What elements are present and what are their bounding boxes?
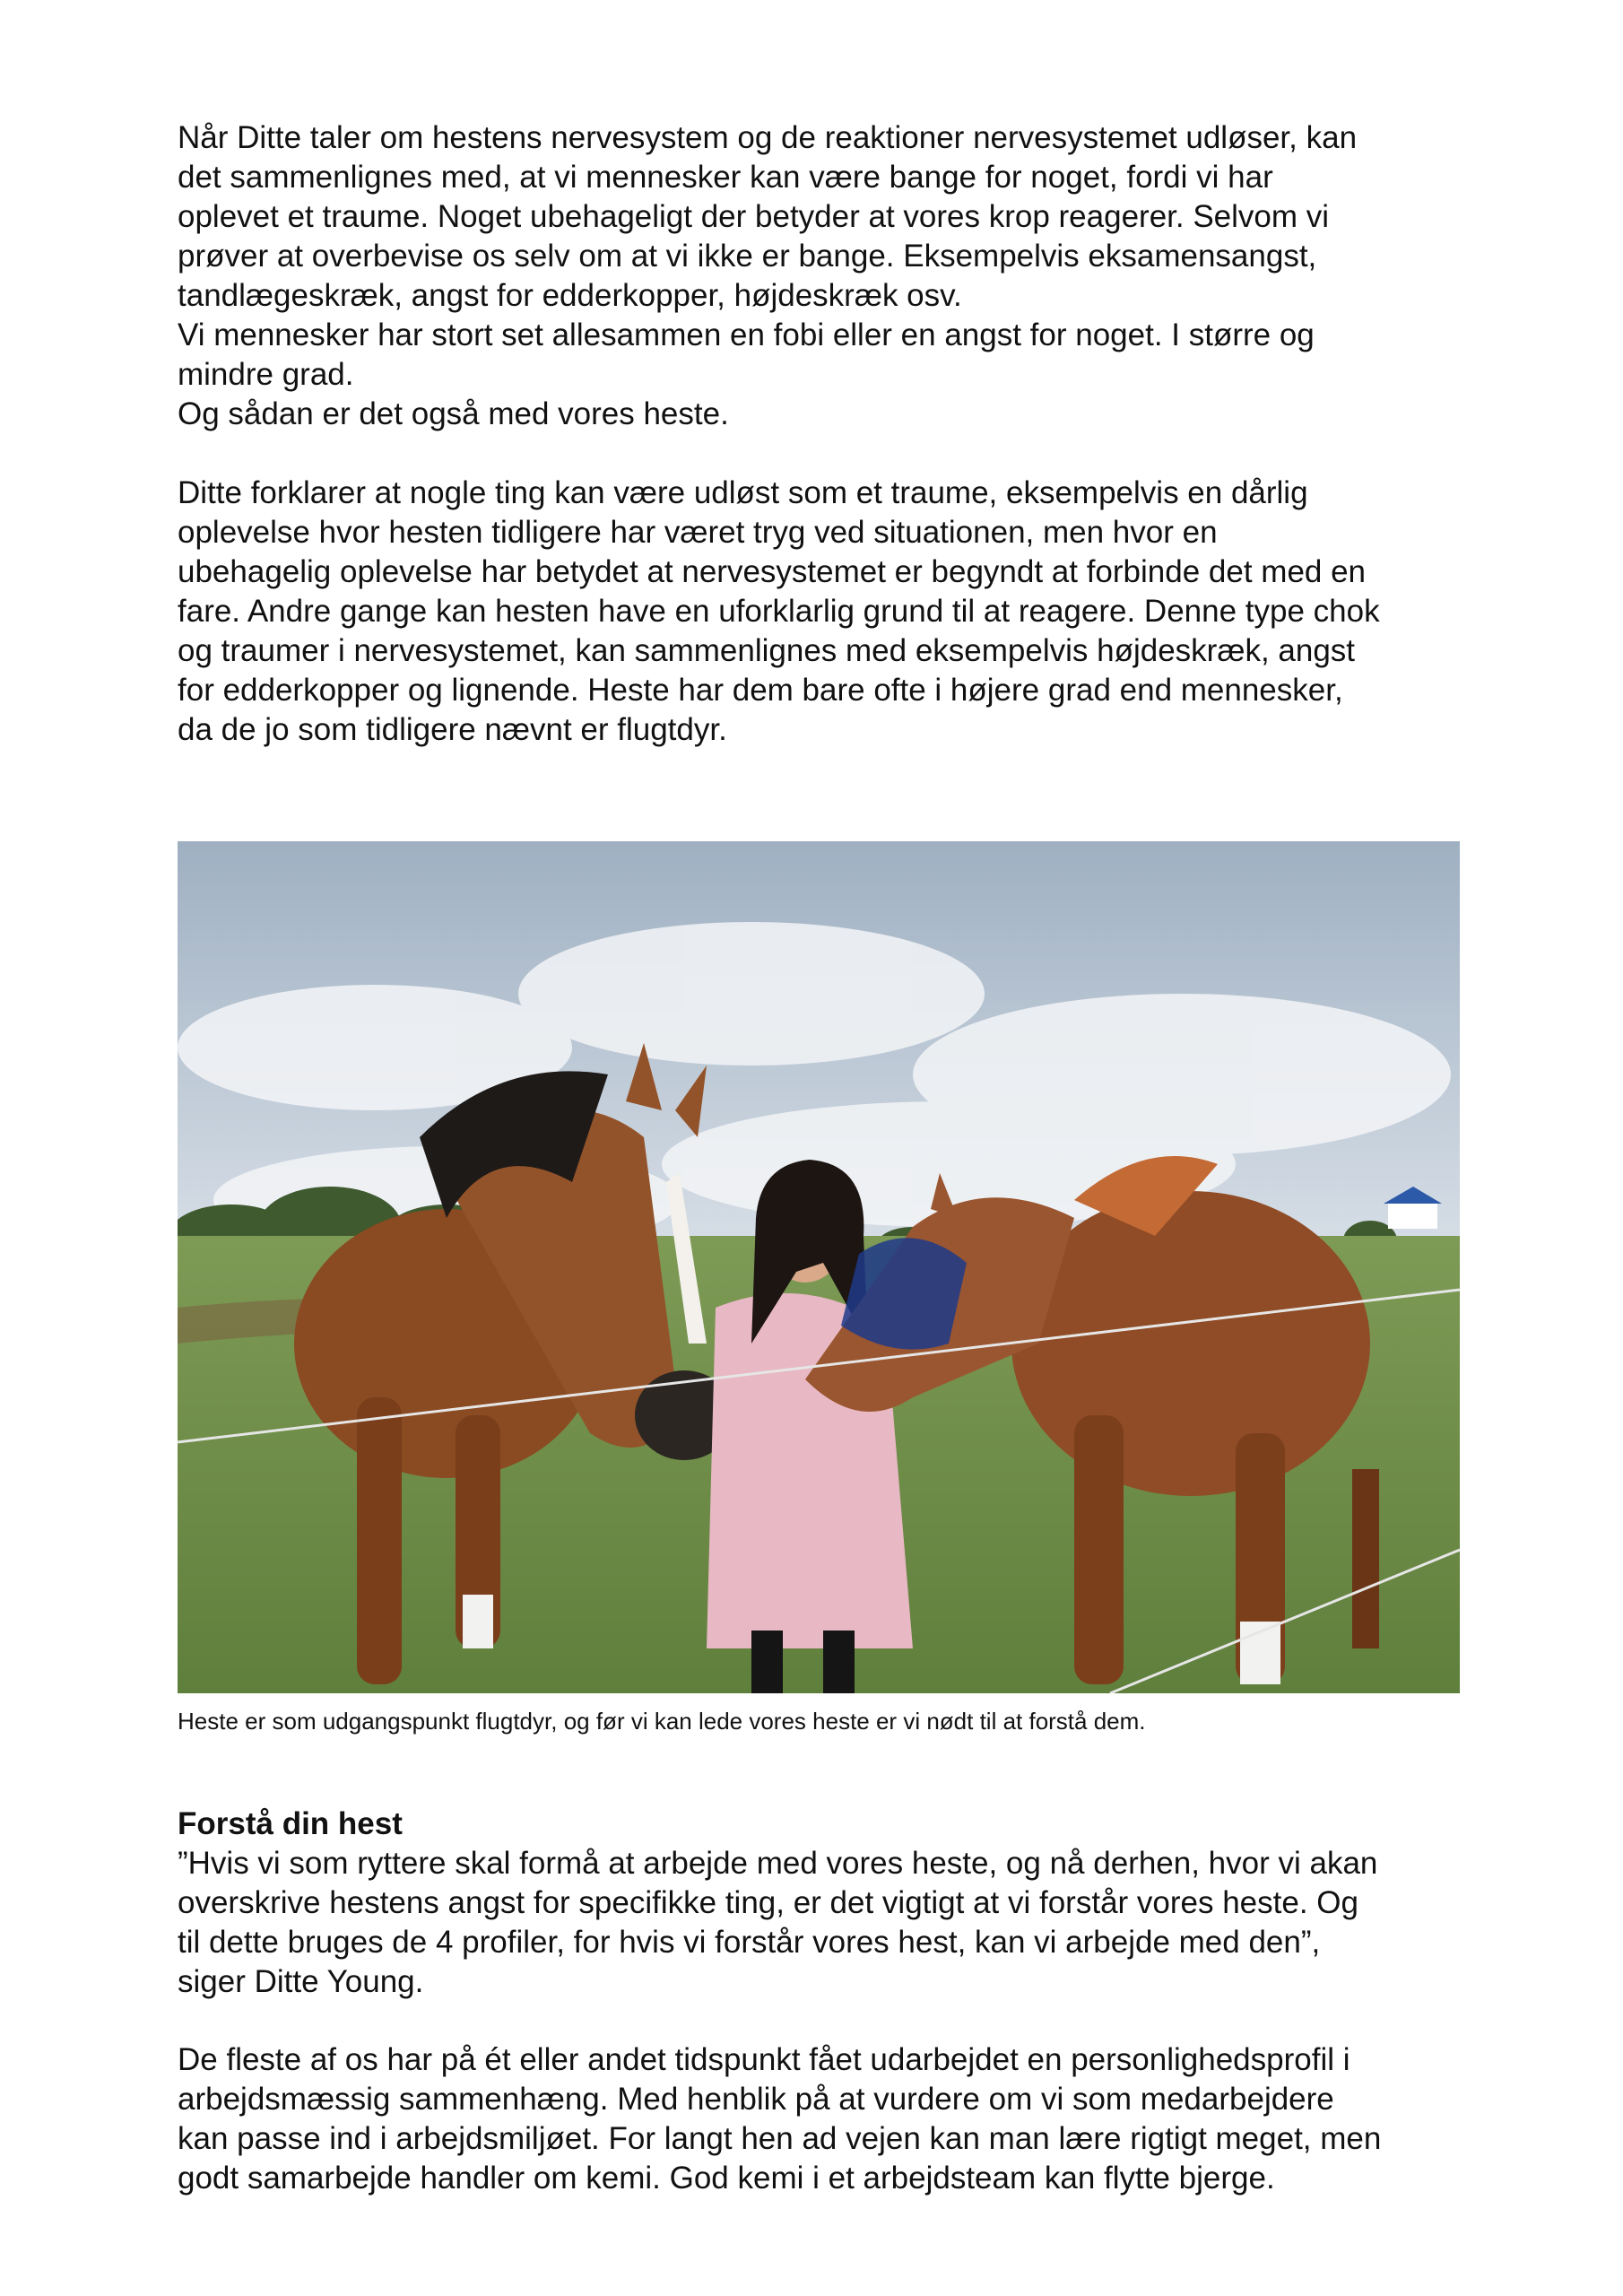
text-line: De fleste af os har på ét eller andet tidspunkt fået udarbejdet en personlighedsprofil i <box>178 2042 1350 2077</box>
text-line: da de jo som tidligere nævnt er flugtdyr. <box>178 712 727 747</box>
paragraph-personality-profile <box>178 2040 1381 2198</box>
photo-caption: Heste er som udgangspunkt flugtdyr, og før vi kan lede vores heste er vi nødt til at forstå dem. <box>178 1708 1146 1735</box>
house <box>1388 1202 1437 1229</box>
paragraph-trauma <box>178 474 1380 750</box>
text-line: godt samarbejde handler om kemi. God kemi i et arbejdsteam kan flytte bjerge. <box>178 2161 1275 2196</box>
text-line: Og sådan er det også med vores heste. <box>178 396 729 431</box>
paragraph-nervous-system <box>178 118 1357 434</box>
text-line: kan passe ind i arbejdsmiljøet. For langt hen ad vejen kan man lære rigtigt meget, men <box>178 2121 1382 2156</box>
text-line: og traumer i nervesystemet, kan sammenlignes med eksempelvis højdeskræk, angst <box>178 633 1356 668</box>
text-line: Vi mennesker har stort set allesammen en fobi eller en angst for noget. I større og <box>178 317 1315 352</box>
text-line: til dette bruges de 4 profiler, for hvis vi forstår vores hest, kan vi arbejde med den”, <box>178 1925 1321 1960</box>
text-line: fare. Andre gange kan hesten have en uforklarlig grund til at reagere. Denne type chok <box>178 594 1380 629</box>
text-line: overskrive hestens angst for specifikke ting, er det vigtigt at vi forstår vores heste. Og <box>178 1885 1358 1920</box>
text-line: det sammenlignes med, at vi mennesker kan være bange for noget, fordi vi har <box>178 160 1273 195</box>
text-line: siger Ditte Young. <box>178 1964 424 1999</box>
text-line: ubehagelig oplevelse har betydet at nervesystemet er begyndt at forbinde det med en <box>178 554 1367 589</box>
text-line: oplevet et traume. Noget ubehageligt der betyder at vores krop reagerer. Selvom vi <box>178 199 1330 234</box>
text-line: ”Hvis vi som ryttere skal formå at arbejde med vores heste, og nå derhen, hvor vi akan <box>178 1846 1378 1881</box>
text-line: oplevelse hvor hesten tidligere har været tryg ved situationen, men hvor en <box>178 515 1218 550</box>
section-heading: Forstå din hest <box>178 1806 403 1841</box>
text-line: mindre grad. <box>178 357 354 392</box>
text-line: tandlægeskræk, angst for edderkopper, højdeskræk osv. <box>178 278 962 313</box>
photo-illustration <box>178 841 1460 1693</box>
text-line: prøver at overbevise os selv om at vi ikke er bange. Eksempelvis eksamensangst, <box>178 239 1317 274</box>
text-line: arbejdsmæssig sammenhæng. Med henblik på at vurdere om vi som medarbejdere <box>178 2082 1334 2117</box>
text-line: Når Ditte taler om hestens nervesystem og de reaktioner nervesystemet udløser, kan <box>178 120 1358 155</box>
horses-photo <box>178 841 1460 1693</box>
text-line: for edderkopper og lignende. Heste har dem bare ofte i højere grad end mennesker, <box>178 673 1343 708</box>
text-line: Ditte forklarer at nogle ting kan være udløst som et traume, eksempelvis en dårlig <box>178 475 1308 510</box>
paragraph-quote <box>178 1844 1377 2002</box>
